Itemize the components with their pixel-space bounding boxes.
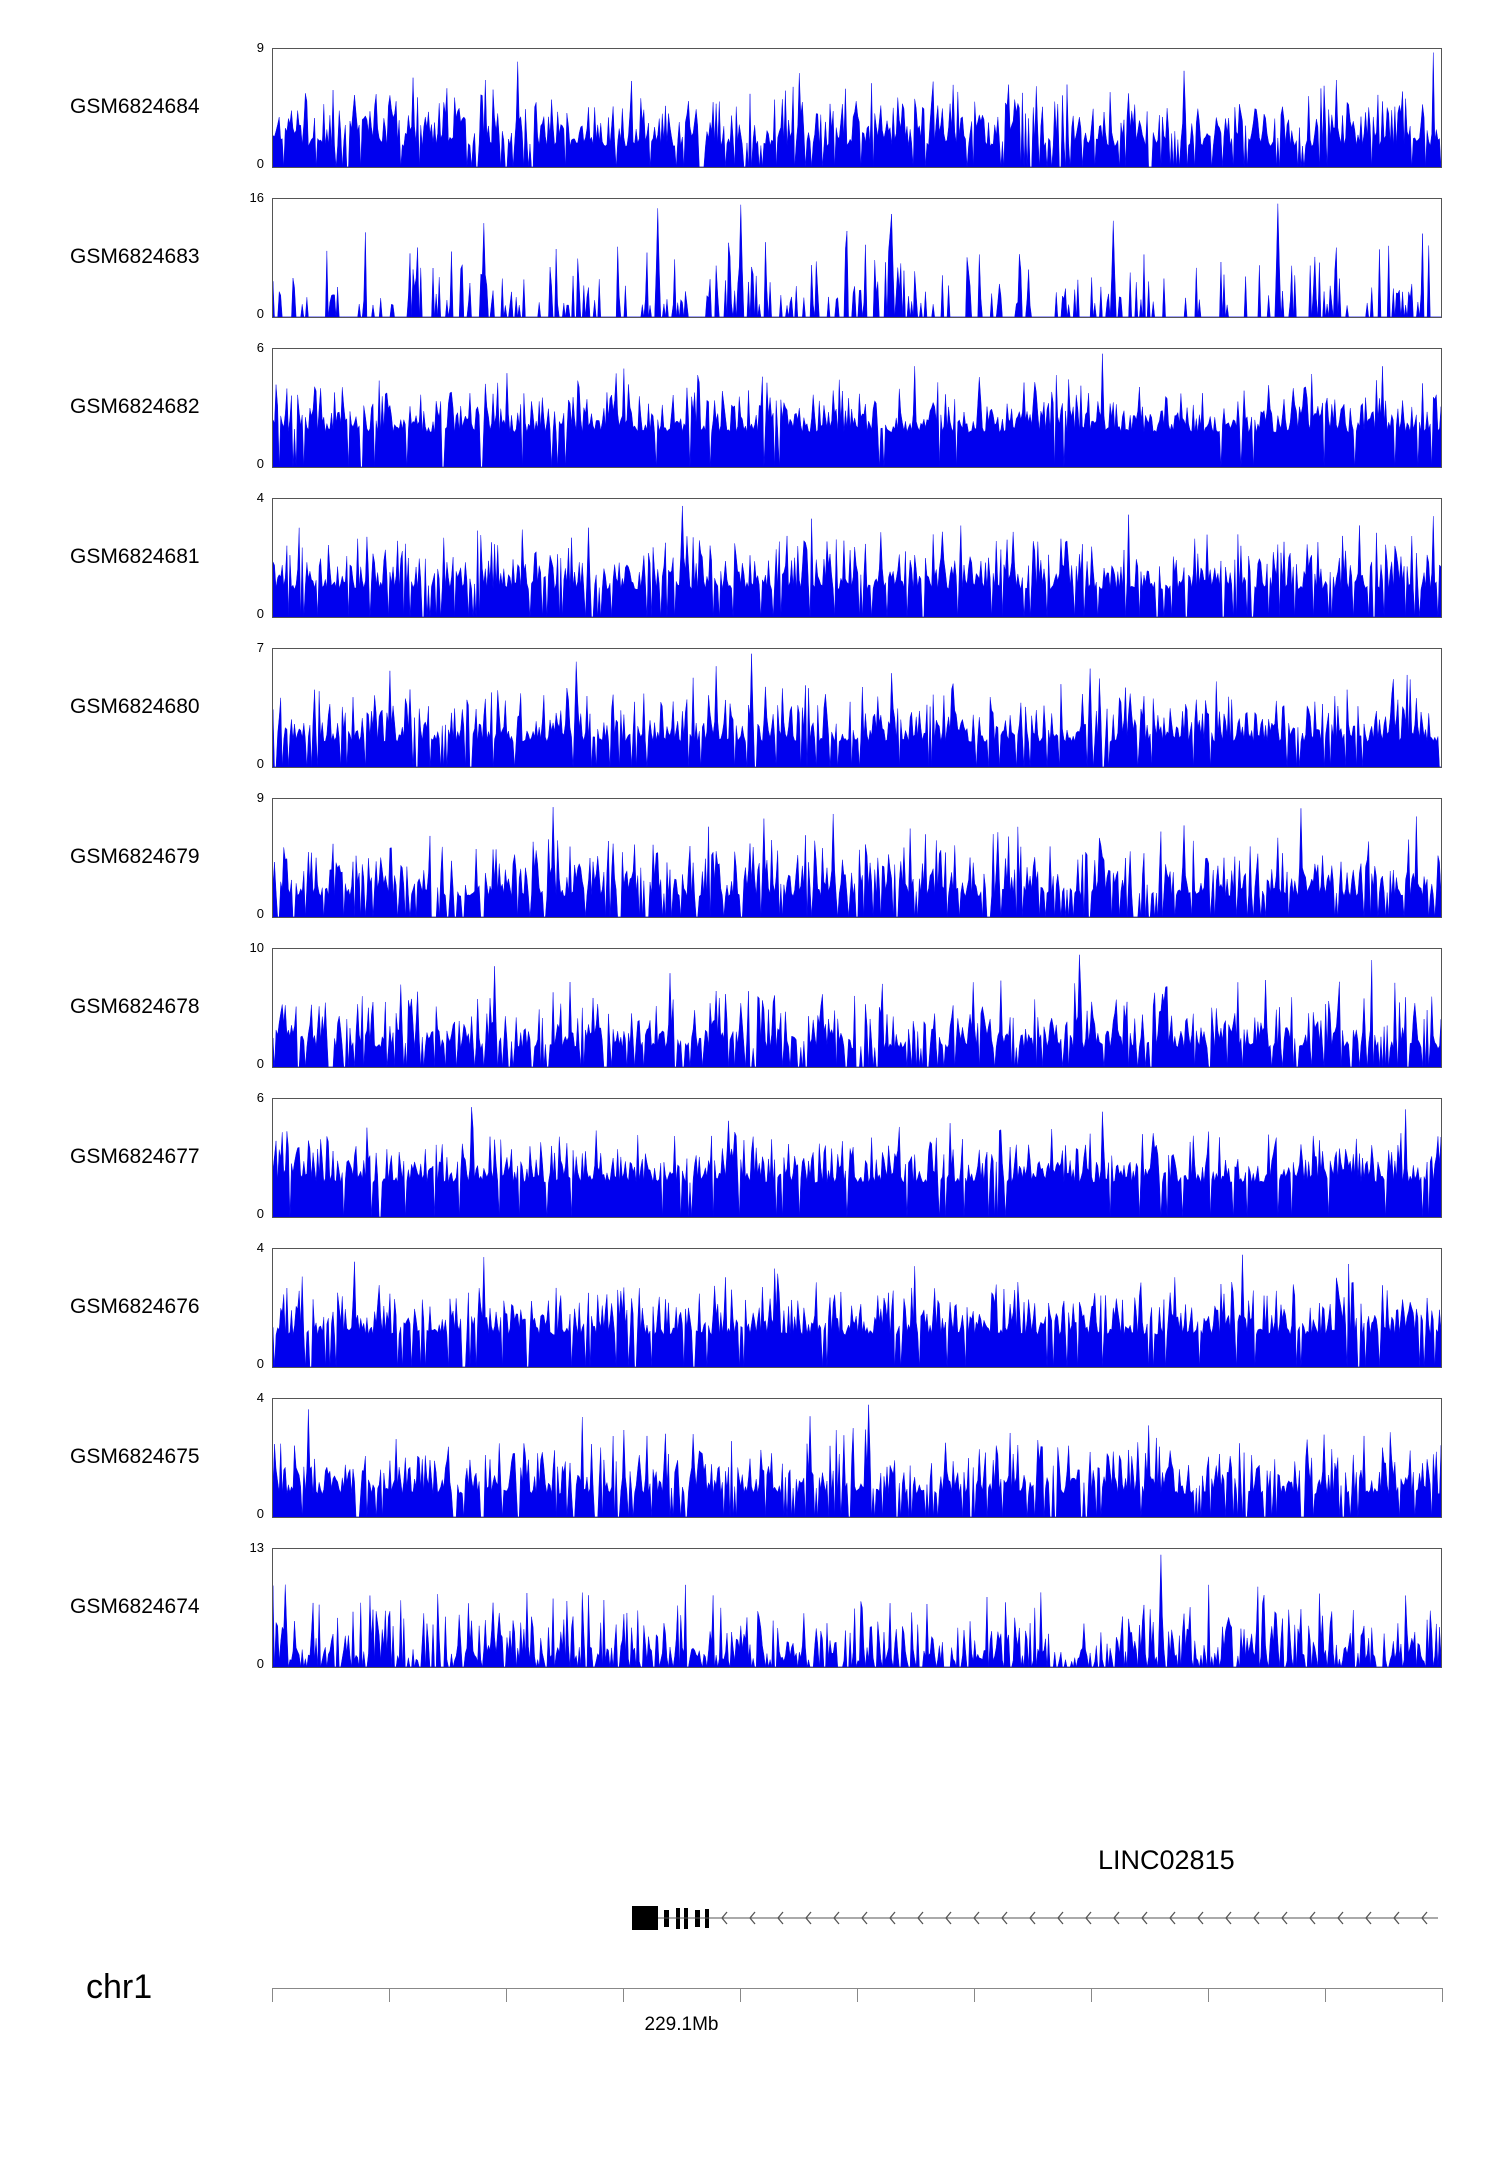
track-y-axis xyxy=(228,1090,268,1222)
track-row xyxy=(0,1390,1500,1522)
coverage-plot[interactable] xyxy=(272,1098,1442,1218)
coverage-area xyxy=(273,354,1441,467)
track-row xyxy=(0,40,1500,172)
ruler-tick xyxy=(1208,1988,1209,2002)
coverage-area xyxy=(273,204,1441,317)
coverage-svg xyxy=(273,1249,1441,1367)
axis-max-label: 6 xyxy=(256,1090,264,1105)
coverage-area xyxy=(273,506,1441,617)
coverage-plot[interactable] xyxy=(272,948,1442,1068)
track-label: GSM6824674 xyxy=(70,1595,200,1618)
track-label: GSM6824681 xyxy=(70,545,200,568)
track-label: GSM6824683 xyxy=(70,245,200,268)
axis-max-label: 7 xyxy=(256,640,264,655)
gene-model-svg xyxy=(272,1898,1442,1938)
axis-max-label: 9 xyxy=(256,790,264,805)
axis-max-label: 4 xyxy=(256,490,264,505)
track-y-axis xyxy=(228,640,268,772)
ruler-tick xyxy=(623,1988,624,2002)
axis-min-label: 0 xyxy=(256,606,264,621)
axis-max-label: 4 xyxy=(256,1240,264,1255)
ruler-tick xyxy=(1442,1988,1443,2002)
track-row xyxy=(0,490,1500,622)
track-label: GSM6824682 xyxy=(70,395,200,418)
track-label: GSM6824680 xyxy=(70,695,200,718)
coverage-plot[interactable] xyxy=(272,1548,1442,1668)
coverage-svg xyxy=(273,49,1441,167)
track-row xyxy=(0,1090,1500,1222)
track-label: GSM6824684 xyxy=(70,95,200,118)
ruler-tick xyxy=(506,1988,507,2002)
track-y-axis xyxy=(228,1540,268,1672)
track-row xyxy=(0,640,1500,772)
track-y-axis xyxy=(228,40,268,172)
ruler-tick xyxy=(974,1988,975,2002)
track-row xyxy=(0,190,1500,322)
coverage-svg xyxy=(273,949,1441,1067)
chromosome-label: chr1 xyxy=(86,1968,153,2006)
axis-min-label: 0 xyxy=(256,1056,264,1071)
track-y-axis xyxy=(228,1390,268,1522)
axis-min-label: 0 xyxy=(256,1656,264,1671)
track-y-axis xyxy=(228,190,268,322)
coverage-plot[interactable] xyxy=(272,648,1442,768)
coverage-plot[interactable] xyxy=(272,1248,1442,1368)
gene-model-track[interactable] xyxy=(272,1898,1442,1938)
coverage-area xyxy=(273,1107,1441,1217)
axis-max-label: 6 xyxy=(256,340,264,355)
coverage-plot[interactable] xyxy=(272,798,1442,918)
coverage-plot[interactable] xyxy=(272,198,1442,318)
ruler-tick xyxy=(1325,1988,1326,2002)
ruler-tick-label: 229.1Mb xyxy=(644,2014,719,2035)
axis-max-label: 4 xyxy=(256,1390,264,1405)
axis-min-label: 0 xyxy=(256,1206,264,1221)
track-row xyxy=(0,940,1500,1072)
coverage-svg xyxy=(273,1099,1441,1217)
axis-min-label: 0 xyxy=(256,756,264,771)
track-label: GSM6824676 xyxy=(70,1295,200,1318)
coverage-svg xyxy=(273,199,1441,317)
track-label: GSM6824679 xyxy=(70,845,200,868)
axis-min-label: 0 xyxy=(256,456,264,471)
coverage-area xyxy=(273,1555,1441,1667)
coverage-plot[interactable] xyxy=(272,498,1442,618)
coverage-area xyxy=(273,1405,1441,1517)
axis-min-label: 0 xyxy=(256,1356,264,1371)
axis-min-label: 0 xyxy=(256,906,264,921)
coverage-area xyxy=(273,53,1441,167)
axis-min-label: 0 xyxy=(256,156,264,171)
axis-max-label: 10 xyxy=(249,940,264,955)
track-y-axis xyxy=(228,1240,268,1372)
track-label: GSM6824677 xyxy=(70,1145,200,1168)
coverage-area xyxy=(273,807,1441,917)
coordinate-ruler[interactable] xyxy=(272,1988,1442,2048)
coverage-plot[interactable] xyxy=(272,48,1442,168)
coverage-area xyxy=(273,1255,1441,1367)
axis-min-label: 0 xyxy=(256,1506,264,1521)
axis-min-label: 0 xyxy=(256,306,264,321)
axis-max-label: 16 xyxy=(249,190,264,205)
track-label: GSM6824675 xyxy=(70,1445,200,1468)
ruler-tick xyxy=(1091,1988,1092,2002)
coverage-svg xyxy=(273,349,1441,467)
axis-max-label: 13 xyxy=(249,1540,264,1555)
ruler-tick xyxy=(740,1988,741,2002)
coverage-area xyxy=(273,654,1441,767)
track-row xyxy=(0,1540,1500,1672)
track-y-axis xyxy=(228,790,268,922)
coverage-svg xyxy=(273,1549,1441,1667)
track-row xyxy=(0,1240,1500,1372)
axis-max-label: 9 xyxy=(256,40,264,55)
coverage-svg xyxy=(273,649,1441,767)
coverage-svg xyxy=(273,799,1441,917)
track-y-axis xyxy=(228,490,268,622)
ruler-tick xyxy=(272,1988,273,2002)
ruler-tick xyxy=(389,1988,390,2002)
track-label: GSM6824678 xyxy=(70,995,200,1018)
coverage-svg xyxy=(273,499,1441,617)
gene-name-label: LINC02815 xyxy=(1098,1845,1235,1875)
coverage-plot[interactable] xyxy=(272,348,1442,468)
coverage-area xyxy=(273,955,1441,1067)
coverage-plot[interactable] xyxy=(272,1398,1442,1518)
track-row xyxy=(0,340,1500,472)
track-y-axis xyxy=(228,340,268,472)
coverage-svg xyxy=(273,1399,1441,1517)
track-row xyxy=(0,790,1500,922)
ruler-tick xyxy=(857,1988,858,2002)
track-y-axis xyxy=(228,940,268,1072)
